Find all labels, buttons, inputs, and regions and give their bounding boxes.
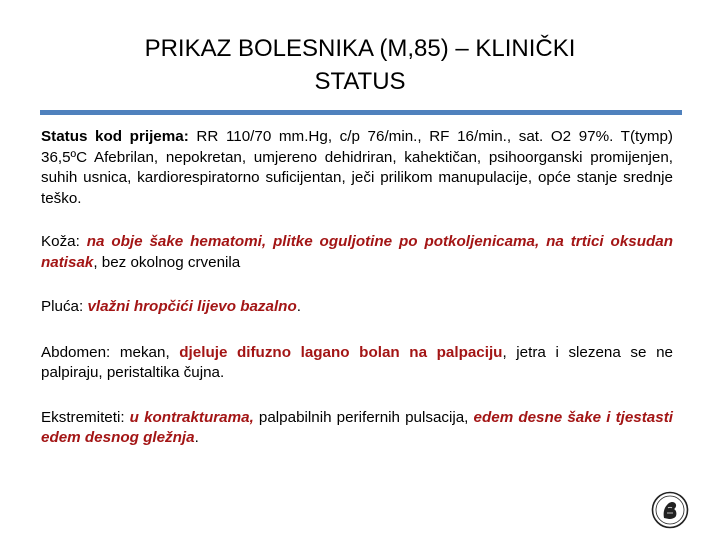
status-label: Status kod prijema: <box>41 128 189 145</box>
clinical-status-content <box>41 127 673 449</box>
status-text: RR 110/70 mm.Hg, c/p 76/min., RF 16/min., sat. O2 97%. T(tymp) 36,5ºC Afebrilan, nepokretan, umjereno dehidriran, kahektičan, psihoorganski promijenjen, suhih usnica, kardiorespiratorno suficijentan, ječi prilikom manupulacije, opće stanje srednje teško. <box>41 128 673 207</box>
extremities-label: Ekstremiteti: <box>41 408 130 426</box>
status-paragraph <box>41 127 673 209</box>
extremities-paragraph <box>41 408 673 449</box>
extremities-findings-2: edem desne šake i tjestasti edem desnog gležnja <box>41 408 673 446</box>
lungs-paragraph <box>41 297 673 318</box>
extremities-rest: . <box>194 429 199 446</box>
extremities-findings-1: u kontrakturama, <box>129 408 254 426</box>
abdomen-rest: , jetra i slezena se ne palpiraju, peristaltika čujna. <box>41 343 673 381</box>
skin-label: Koža: <box>41 233 87 250</box>
title-line-1: PRIKAZ BOLESNIKA (M,85) – KLINIČKI <box>144 35 576 62</box>
lungs-findings: vlažni hropčići lijevo bazalno <box>87 298 297 315</box>
abdomen-label: Abdomen: mekan, <box>41 343 180 361</box>
title-underline <box>40 110 682 115</box>
skin-rest: , bez okolnog crvenila <box>93 253 241 271</box>
abdomen-findings: djeluje difuzno lagano bolan na palpaciju <box>179 343 503 361</box>
title-line-2: STATUS <box>314 68 406 95</box>
lungs-label: Pluća: <box>41 298 88 315</box>
extremities-middle: palpabilnih perifernih pulsacija, <box>253 408 474 426</box>
abdomen-paragraph <box>41 343 673 384</box>
skin-paragraph <box>41 232 673 273</box>
slide-title <box>70 32 650 98</box>
skin-findings: na obje šake hematomi, plitke oguljotine po potkoljenicama, na trtici oksudan natisak <box>41 233 673 271</box>
university-seal-icon <box>651 491 689 529</box>
lungs-rest: . <box>296 298 301 315</box>
